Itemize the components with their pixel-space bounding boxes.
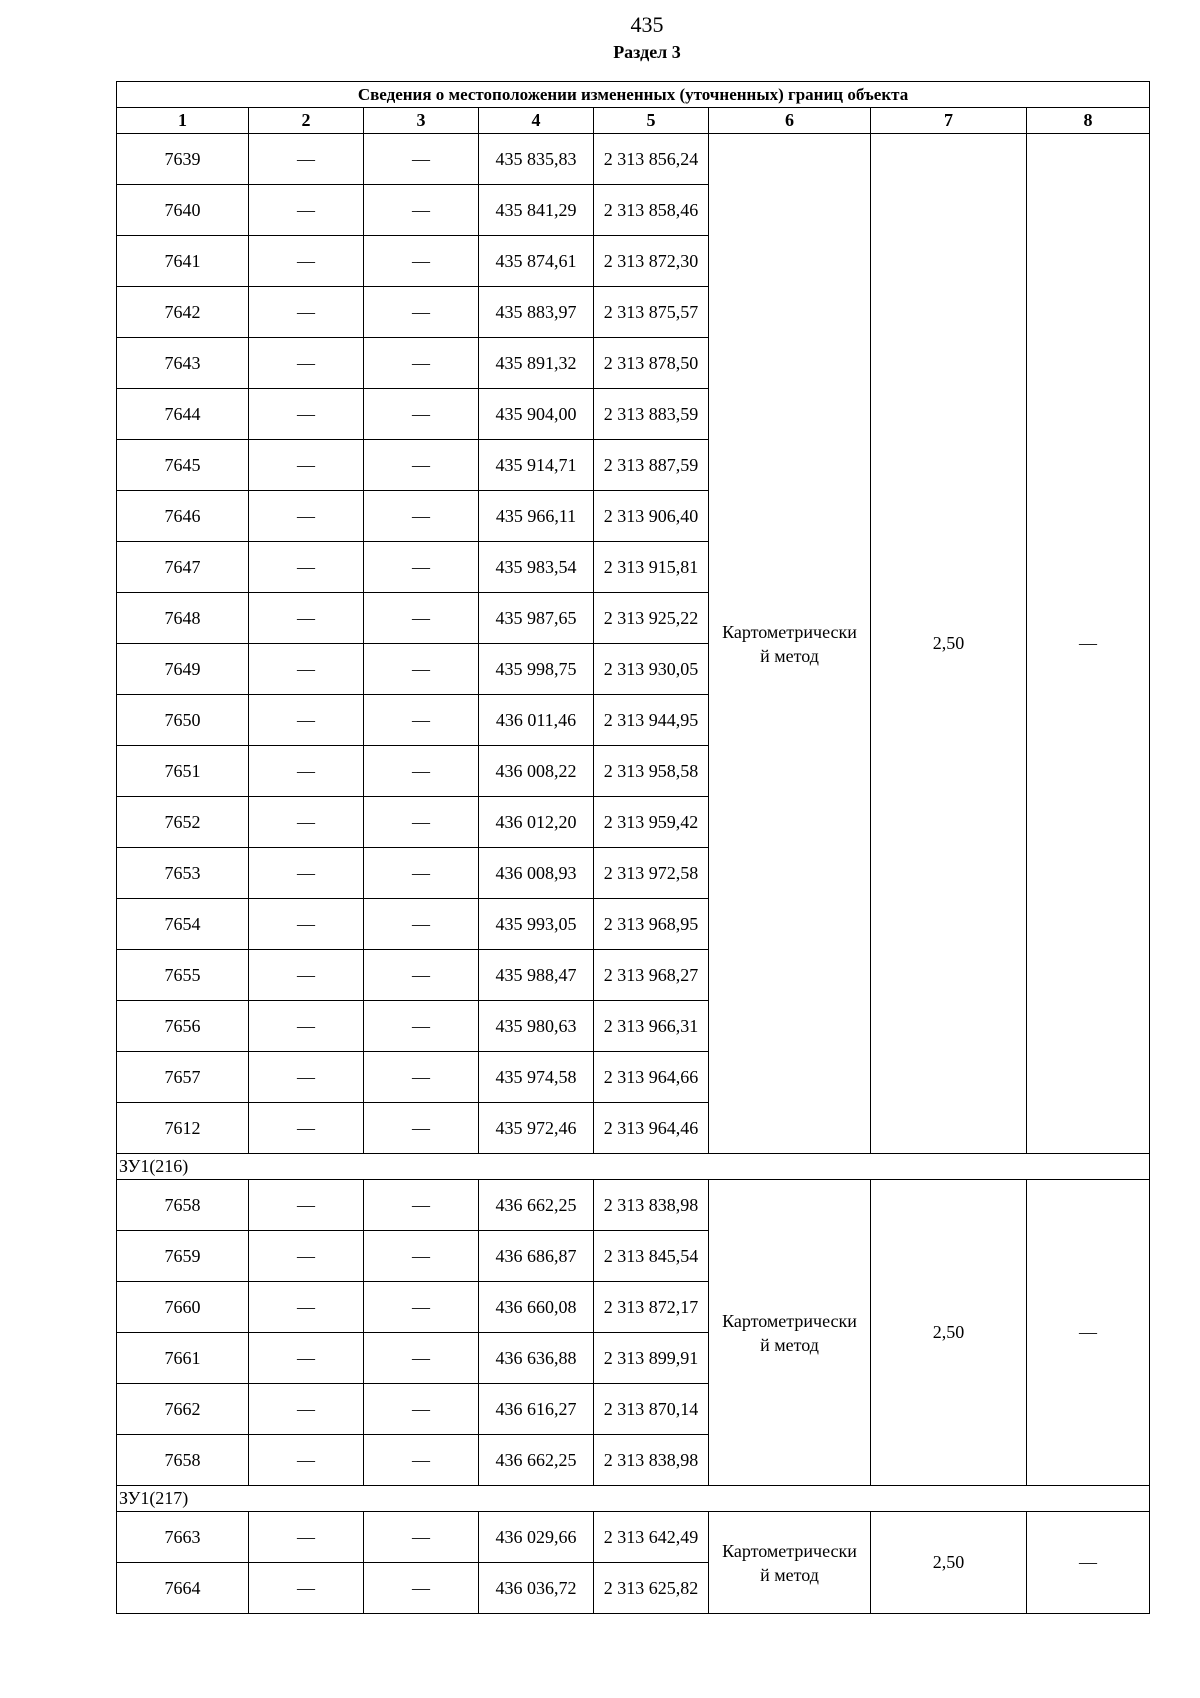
column-3-dash: —	[364, 185, 479, 236]
point-number: 7659	[117, 1231, 249, 1282]
column-number: 8	[1027, 108, 1150, 134]
column-number: 4	[479, 108, 594, 134]
table-row	[117, 1180, 1150, 1231]
coordinate-x: 435 980,63	[479, 1001, 594, 1052]
coordinate-y: 2 313 878,50	[594, 338, 709, 389]
column-3-dash: —	[364, 1282, 479, 1333]
column-number: 3	[364, 108, 479, 134]
coordinate-x: 436 036,72	[479, 1563, 594, 1614]
coordinate-x: 435 974,58	[479, 1052, 594, 1103]
column-3-dash: —	[364, 695, 479, 746]
coordinate-x: 436 029,66	[479, 1512, 594, 1563]
coordinate-x: 435 904,00	[479, 389, 594, 440]
coordinate-y: 2 313 966,31	[594, 1001, 709, 1052]
point-number: 7644	[117, 389, 249, 440]
column-3-dash: —	[364, 1384, 479, 1435]
coordinate-y: 2 313 625,82	[594, 1563, 709, 1614]
coordinate-y: 2 313 964,46	[594, 1103, 709, 1154]
method-line: й метод	[760, 645, 819, 666]
column-number: 2	[249, 108, 364, 134]
method-line: й метод	[760, 1334, 819, 1355]
method-line: й метод	[760, 1564, 819, 1585]
table-body	[117, 82, 1150, 1614]
column-2-dash: —	[249, 185, 364, 236]
point-number: 7652	[117, 797, 249, 848]
coordinate-x: 435 988,47	[479, 950, 594, 1001]
point-number: 7645	[117, 440, 249, 491]
column-3-dash: —	[364, 1563, 479, 1614]
coordinate-x: 435 841,29	[479, 185, 594, 236]
column-3-dash: —	[364, 1435, 479, 1486]
column-2-dash: —	[249, 1231, 364, 1282]
column-number: 7	[871, 108, 1027, 134]
point-number: 7643	[117, 338, 249, 389]
column-2-dash: —	[249, 899, 364, 950]
coordinate-y: 2 313 642,49	[594, 1512, 709, 1563]
section-title: Раздел 3	[613, 42, 681, 62]
column-2-dash: —	[249, 1103, 364, 1154]
coordinate-y: 2 313 870,14	[594, 1384, 709, 1435]
note-dash: —	[1027, 1180, 1150, 1486]
column-number: 5	[594, 108, 709, 134]
column-3-dash: —	[364, 950, 479, 1001]
coordinate-y: 2 313 887,59	[594, 440, 709, 491]
coordinate-x: 436 660,08	[479, 1282, 594, 1333]
column-2-dash: —	[249, 134, 364, 185]
point-number: 7642	[117, 287, 249, 338]
coordinate-y: 2 313 906,40	[594, 491, 709, 542]
column-2-dash: —	[249, 491, 364, 542]
coordinate-x: 435 983,54	[479, 542, 594, 593]
coordinate-y: 2 313 883,59	[594, 389, 709, 440]
point-number: 7660	[117, 1282, 249, 1333]
page-number: 435	[630, 12, 664, 37]
column-2-dash: —	[249, 1563, 364, 1614]
coordinate-y: 2 313 845,54	[594, 1231, 709, 1282]
column-3-dash: —	[364, 491, 479, 542]
coordinate-x: 436 012,20	[479, 797, 594, 848]
column-number-row	[117, 108, 1150, 134]
group-label: ЗУ1(217)	[117, 1486, 1150, 1512]
column-3-dash: —	[364, 746, 479, 797]
point-number: 7654	[117, 899, 249, 950]
coordinate-y: 2 313 964,66	[594, 1052, 709, 1103]
coordinate-y: 2 313 899,91	[594, 1333, 709, 1384]
method-line: Картометрически	[722, 1310, 857, 1331]
table-caption-row	[117, 82, 1150, 108]
group-label-row	[117, 1154, 1150, 1180]
coordinate-y: 2 313 944,95	[594, 695, 709, 746]
coordinate-y: 2 313 872,30	[594, 236, 709, 287]
point-number: 7641	[117, 236, 249, 287]
column-2-dash: —	[249, 746, 364, 797]
column-number: 6	[709, 108, 871, 134]
coordinate-y: 2 313 858,46	[594, 185, 709, 236]
coordinate-y: 2 313 958,58	[594, 746, 709, 797]
point-number: 7658	[117, 1180, 249, 1231]
point-number: 7661	[117, 1333, 249, 1384]
point-number: 7664	[117, 1563, 249, 1614]
coordinate-x: 436 616,27	[479, 1384, 594, 1435]
point-number: 7657	[117, 1052, 249, 1103]
column-2-dash: —	[249, 287, 364, 338]
column-3-dash: —	[364, 1001, 479, 1052]
coordinate-x: 435 993,05	[479, 899, 594, 950]
coordinate-y: 2 313 968,95	[594, 899, 709, 950]
column-2-dash: —	[249, 542, 364, 593]
point-number: 7649	[117, 644, 249, 695]
determination-method	[709, 1180, 871, 1486]
column-2-dash: —	[249, 236, 364, 287]
coordinate-y: 2 313 838,98	[594, 1180, 709, 1231]
coordinate-y: 2 313 856,24	[594, 134, 709, 185]
column-2-dash: —	[249, 644, 364, 695]
column-3-dash: —	[364, 1231, 479, 1282]
point-number: 7658	[117, 1435, 249, 1486]
coordinate-y: 2 313 925,22	[594, 593, 709, 644]
column-2-dash: —	[249, 1384, 364, 1435]
column-3-dash: —	[364, 1052, 479, 1103]
coordinate-y: 2 313 838,98	[594, 1435, 709, 1486]
coordinate-x: 436 011,46	[479, 695, 594, 746]
column-3-dash: —	[364, 287, 479, 338]
column-3-dash: —	[364, 1333, 479, 1384]
column-3-dash: —	[364, 1103, 479, 1154]
group-label-row	[117, 1486, 1150, 1512]
column-number: 1	[117, 108, 249, 134]
column-3-dash: —	[364, 1180, 479, 1231]
column-2-dash: —	[249, 593, 364, 644]
coordinate-x: 435 998,75	[479, 644, 594, 695]
column-2-dash: —	[249, 1180, 364, 1231]
point-number: 7648	[117, 593, 249, 644]
column-3-dash: —	[364, 440, 479, 491]
column-3-dash: —	[364, 542, 479, 593]
coordinate-x: 436 008,22	[479, 746, 594, 797]
column-3-dash: —	[364, 593, 479, 644]
coordinate-x: 435 966,11	[479, 491, 594, 542]
column-2-dash: —	[249, 389, 364, 440]
coordinate-x: 436 662,25	[479, 1435, 594, 1486]
coordinate-y: 2 313 875,57	[594, 287, 709, 338]
column-2-dash: —	[249, 1333, 364, 1384]
accuracy-value: 2,50	[871, 134, 1027, 1154]
coordinates-table	[116, 81, 1150, 1614]
coordinate-y: 2 313 915,81	[594, 542, 709, 593]
coordinate-x: 436 008,93	[479, 848, 594, 899]
table-row	[117, 134, 1150, 185]
coordinate-y: 2 313 959,42	[594, 797, 709, 848]
point-number: 7663	[117, 1512, 249, 1563]
column-2-dash: —	[249, 848, 364, 899]
column-3-dash: —	[364, 797, 479, 848]
column-2-dash: —	[249, 338, 364, 389]
accuracy-value: 2,50	[871, 1180, 1027, 1486]
column-2-dash: —	[249, 797, 364, 848]
point-number: 7639	[117, 134, 249, 185]
table-row	[117, 1512, 1150, 1563]
coordinate-y: 2 313 872,17	[594, 1282, 709, 1333]
note-dash: —	[1027, 134, 1150, 1154]
column-3-dash: —	[364, 1512, 479, 1563]
column-2-dash: —	[249, 950, 364, 1001]
group-label: ЗУ1(216)	[117, 1154, 1150, 1180]
column-3-dash: —	[364, 134, 479, 185]
point-number: 7612	[117, 1103, 249, 1154]
point-number: 7646	[117, 491, 249, 542]
column-3-dash: —	[364, 644, 479, 695]
column-2-dash: —	[249, 1052, 364, 1103]
point-number: 7647	[117, 542, 249, 593]
determination-method	[709, 134, 871, 1154]
coordinate-y: 2 313 930,05	[594, 644, 709, 695]
column-3-dash: —	[364, 236, 479, 287]
point-number: 7655	[117, 950, 249, 1001]
point-number: 7656	[117, 1001, 249, 1052]
column-2-dash: —	[249, 695, 364, 746]
coordinate-x: 436 662,25	[479, 1180, 594, 1231]
column-2-dash: —	[249, 440, 364, 491]
column-3-dash: —	[364, 389, 479, 440]
column-2-dash: —	[249, 1435, 364, 1486]
column-2-dash: —	[249, 1512, 364, 1563]
column-3-dash: —	[364, 899, 479, 950]
coordinate-x: 435 874,61	[479, 236, 594, 287]
coordinate-x: 435 972,46	[479, 1103, 594, 1154]
point-number: 7662	[117, 1384, 249, 1435]
coordinate-y: 2 313 968,27	[594, 950, 709, 1001]
point-number: 7650	[117, 695, 249, 746]
column-3-dash: —	[364, 848, 479, 899]
coordinate-x: 435 987,65	[479, 593, 594, 644]
column-2-dash: —	[249, 1282, 364, 1333]
coordinate-y: 2 313 972,58	[594, 848, 709, 899]
accuracy-value: 2,50	[871, 1512, 1027, 1614]
coordinate-x: 435 914,71	[479, 440, 594, 491]
note-dash: —	[1027, 1512, 1150, 1614]
point-number: 7653	[117, 848, 249, 899]
column-3-dash: —	[364, 338, 479, 389]
determination-method	[709, 1512, 871, 1614]
coordinate-x: 436 686,87	[479, 1231, 594, 1282]
coordinate-x: 436 636,88	[479, 1333, 594, 1384]
method-line: Картометрически	[722, 621, 857, 642]
point-number: 7651	[117, 746, 249, 797]
method-line: Картометрически	[722, 1540, 857, 1561]
point-number: 7640	[117, 185, 249, 236]
coordinate-x: 435 891,32	[479, 338, 594, 389]
coordinate-x: 435 835,83	[479, 134, 594, 185]
column-2-dash: —	[249, 1001, 364, 1052]
coordinate-x: 435 883,97	[479, 287, 594, 338]
table-caption: Сведения о местоположении измененных (уточненных) границ объекта	[117, 82, 1150, 108]
